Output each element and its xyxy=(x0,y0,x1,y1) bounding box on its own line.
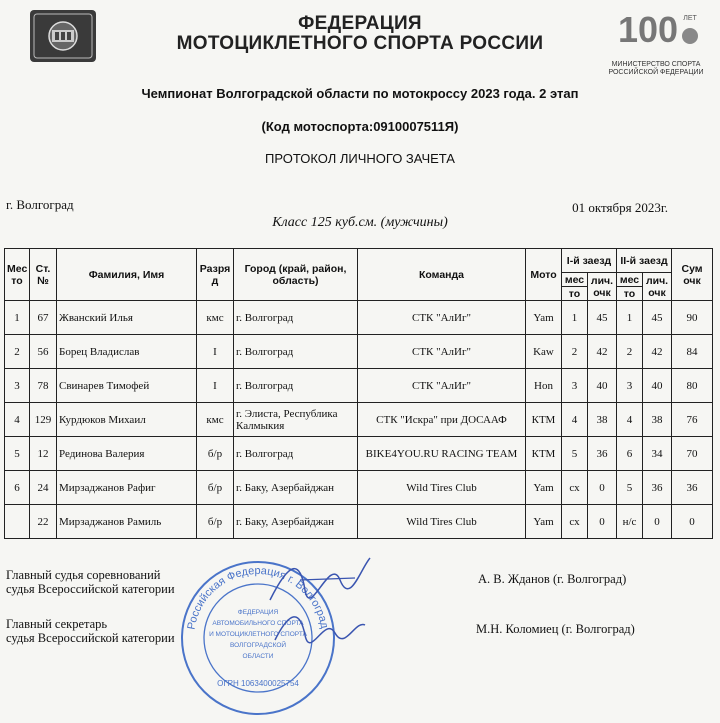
motosport-code: (Код мотоспорта:0910007511Я) xyxy=(261,119,459,134)
cell-race1-points: 40 xyxy=(588,369,617,403)
cell-name: Свинарев Тимофей xyxy=(57,369,197,403)
ministry-line2: РОССИЙСКОЙ ФЕДЕРАЦИИ xyxy=(608,69,704,76)
cell-number: 22 xyxy=(30,505,57,539)
cell-city: г. Баку, Азербайджан xyxy=(234,505,358,539)
judge-line1: Главный судья соревнований xyxy=(6,568,161,582)
header-to1: то xyxy=(562,287,588,301)
class-title: Класс 125 куб.см. (мужчины) xyxy=(272,215,448,230)
cell-race2-place: 4 xyxy=(617,403,643,437)
anniversary-number: 100 xyxy=(617,9,679,50)
header-lich1 xyxy=(588,273,617,301)
stamp-inner1: ФЕДЕРАЦИЯ xyxy=(237,609,279,616)
cell-number: 24 xyxy=(30,471,57,505)
cell-city: г. Баку, Азербайджан xyxy=(234,471,358,505)
cell-city: г. Волгоград xyxy=(234,335,358,369)
cell-race1-place: 2 xyxy=(562,335,588,369)
table-row xyxy=(5,335,713,369)
table-row xyxy=(5,301,713,335)
header-team: Команда xyxy=(358,249,526,301)
header-total: Сум очк xyxy=(672,249,713,301)
cell-team: СТК "АлИг" xyxy=(358,301,526,335)
cell-place: 6 xyxy=(5,471,30,505)
cell-race2-points: 0 xyxy=(643,505,672,539)
header-rank: Разря д xyxy=(197,249,234,301)
cell-city: г. Волгоград xyxy=(234,437,358,471)
cell-race2-points: 40 xyxy=(643,369,672,403)
cell-total: 70 xyxy=(672,437,713,471)
cell-total: 80 xyxy=(672,369,713,403)
cell-race1-points: 38 xyxy=(588,403,617,437)
cell-name: Мирзаджанов Рафиг xyxy=(57,471,197,505)
stamp-outer-text: Российская Федерация г. Волгоград xyxy=(185,564,331,631)
cell-city: г. Элиста, Республика Калмыкия xyxy=(234,403,358,437)
cell-rank: кмс xyxy=(197,403,234,437)
cell-total: 36 xyxy=(672,471,713,505)
stamp-inner3: И МОТОЦИКЛЕТНОГО СПОРТА xyxy=(209,631,307,638)
header-mes1: мес xyxy=(562,273,588,287)
cell-race1-points: 0 xyxy=(588,471,617,505)
cell-race2-place: 5 xyxy=(617,471,643,505)
cell-number: 129 xyxy=(30,403,57,437)
cell-race2-points: 45 xyxy=(643,301,672,335)
header-name: Фамилия, Имя xyxy=(57,249,197,301)
cell-race1-place: сх xyxy=(562,471,588,505)
cell-place: 4 xyxy=(5,403,30,437)
header-number: Ст. № xyxy=(30,249,57,301)
judge-line2: судья Всероссийской категории xyxy=(6,582,175,596)
table-row xyxy=(5,369,713,403)
header-lich2 xyxy=(643,273,672,301)
anniversary-emblem-icon xyxy=(606,6,706,56)
secretary-line1: Главный секретарь xyxy=(6,617,108,631)
cell-race1-place: 5 xyxy=(562,437,588,471)
header-ochk1: очк xyxy=(593,286,611,299)
cell-rank: б/р xyxy=(197,471,234,505)
cell-rank: б/р xyxy=(197,437,234,471)
cell-number: 56 xyxy=(30,335,57,369)
cell-place: 1 xyxy=(5,301,30,335)
protocol-title: ПРОТОКОЛ ЛИЧНОГО ЗАЧЕТА xyxy=(265,151,455,166)
header-moto: Мото xyxy=(526,249,562,301)
cell-race2-points: 38 xyxy=(643,403,672,437)
results-table xyxy=(4,248,713,539)
cell-rank: I xyxy=(197,335,234,369)
cell-number: 67 xyxy=(30,301,57,335)
secretary-name: М.Н. Коломиец (г. Волгоград) xyxy=(476,622,635,636)
cell-name: Рединова Валерия xyxy=(57,437,197,471)
cell-moto: КТМ xyxy=(526,437,562,471)
cell-total: 76 xyxy=(672,403,713,437)
cell-total: 90 xyxy=(672,301,713,335)
event-city: г. Волгоград xyxy=(6,197,74,212)
stamp-inner2: АВТОМОБИЛЬНОГО СПОРТА xyxy=(212,620,304,627)
cell-place: 3 xyxy=(5,369,30,403)
cell-race1-points: 42 xyxy=(588,335,617,369)
judge-title xyxy=(6,568,175,596)
header-mes2: мес xyxy=(617,273,643,287)
cell-place xyxy=(5,505,30,539)
cell-race1-place: сх xyxy=(562,505,588,539)
cell-race2-points: 34 xyxy=(643,437,672,471)
header-ochk2: очк xyxy=(648,286,666,299)
cell-team: СТК "АлИг" xyxy=(358,335,526,369)
ministry-line1: МИНИСТЕРСТВО СПОРТА xyxy=(611,61,701,68)
cell-place: 2 xyxy=(5,335,30,369)
table-row xyxy=(5,437,713,471)
cell-rank: кмс xyxy=(197,301,234,335)
header-city: Город (край, район, область) xyxy=(234,249,358,301)
cell-race1-place: 4 xyxy=(562,403,588,437)
cell-race1-place: 3 xyxy=(562,369,588,403)
cell-rank: б/р xyxy=(197,505,234,539)
cell-race1-points: 36 xyxy=(588,437,617,471)
cell-moto: Kaw xyxy=(526,335,562,369)
cell-name: Мирзаджанов Рамиль xyxy=(57,505,197,539)
stamp-inner4: ВОЛГОГРАДСКОЙ xyxy=(229,642,287,649)
cell-race1-points: 45 xyxy=(588,301,617,335)
cell-race2-points: 36 xyxy=(643,471,672,505)
secretary-line2: судья Всероссийской категории xyxy=(6,631,175,645)
secretary-title xyxy=(6,617,175,645)
cell-team: СТК "Искра" при ДОСААФ xyxy=(358,403,526,437)
cell-total: 84 xyxy=(672,335,713,369)
cell-moto: Hon xyxy=(526,369,562,403)
secretary-signature-icon xyxy=(270,605,370,655)
cell-team: Wild Tires Club xyxy=(358,471,526,505)
cell-moto: Yam xyxy=(526,301,562,335)
cell-team: BIKE4YOU.RU RACING TEAM xyxy=(358,437,526,471)
event-date: 01 октября 2023г. xyxy=(572,200,668,215)
header-place: Мес то xyxy=(5,249,30,301)
cell-name: Борец Владислав xyxy=(57,335,197,369)
cell-race2-points: 42 xyxy=(643,335,672,369)
table-row xyxy=(5,403,713,437)
cell-race1-points: 0 xyxy=(588,505,617,539)
cell-name: Жванский Илья xyxy=(57,301,197,335)
federation-line1: ФЕДЕРАЦИЯ xyxy=(298,13,422,34)
header-race1: I-й заезд xyxy=(562,249,617,273)
cell-race2-place: 1 xyxy=(617,301,643,335)
cell-team: СТК "АлИг" xyxy=(358,369,526,403)
cell-total: 0 xyxy=(672,505,713,539)
table-row xyxy=(5,471,713,505)
cell-race2-place: 2 xyxy=(617,335,643,369)
stamp-ogrn: ОГРН 1063400025754 xyxy=(217,679,299,688)
championship-title: Чемпионат Волгоградской области по мотокроссу 2023 года. 2 этап xyxy=(141,86,579,101)
header-lich2-top: лич. xyxy=(645,274,669,287)
judge-name: А. В. Жданов (г. Волгоград) xyxy=(478,572,627,586)
cell-race1-place: 1 xyxy=(562,301,588,335)
cell-rank: I xyxy=(197,369,234,403)
cell-moto: Yam xyxy=(526,471,562,505)
cell-race2-place: 6 xyxy=(617,437,643,471)
cell-team: Wild Tires Club xyxy=(358,505,526,539)
cell-number: 12 xyxy=(30,437,57,471)
cell-name: Курдюков Михаил xyxy=(57,403,197,437)
cell-moto: КТМ xyxy=(526,403,562,437)
cell-number: 78 xyxy=(30,369,57,403)
header-lich1-top: лич. xyxy=(590,274,614,287)
table-row xyxy=(5,505,713,539)
ministry-logo xyxy=(606,6,706,86)
cell-city: г. Волгоград xyxy=(234,301,358,335)
cell-race2-place: 3 xyxy=(617,369,643,403)
cell-race2-place: н/с xyxy=(617,505,643,539)
header-to2: то xyxy=(617,287,643,301)
anniversary-unit: ЛЕТ xyxy=(683,15,697,22)
stamp-inner5: ОБЛАСТИ xyxy=(242,653,274,660)
header-race2: II-й заезд xyxy=(617,249,672,273)
cell-moto: Yam xyxy=(526,505,562,539)
cell-place: 5 xyxy=(5,437,30,471)
cell-city: г. Волгоград xyxy=(234,369,358,403)
federation-line2: МОТОЦИКЛЕТНОГО СПОРТА РОССИИ xyxy=(176,33,544,54)
